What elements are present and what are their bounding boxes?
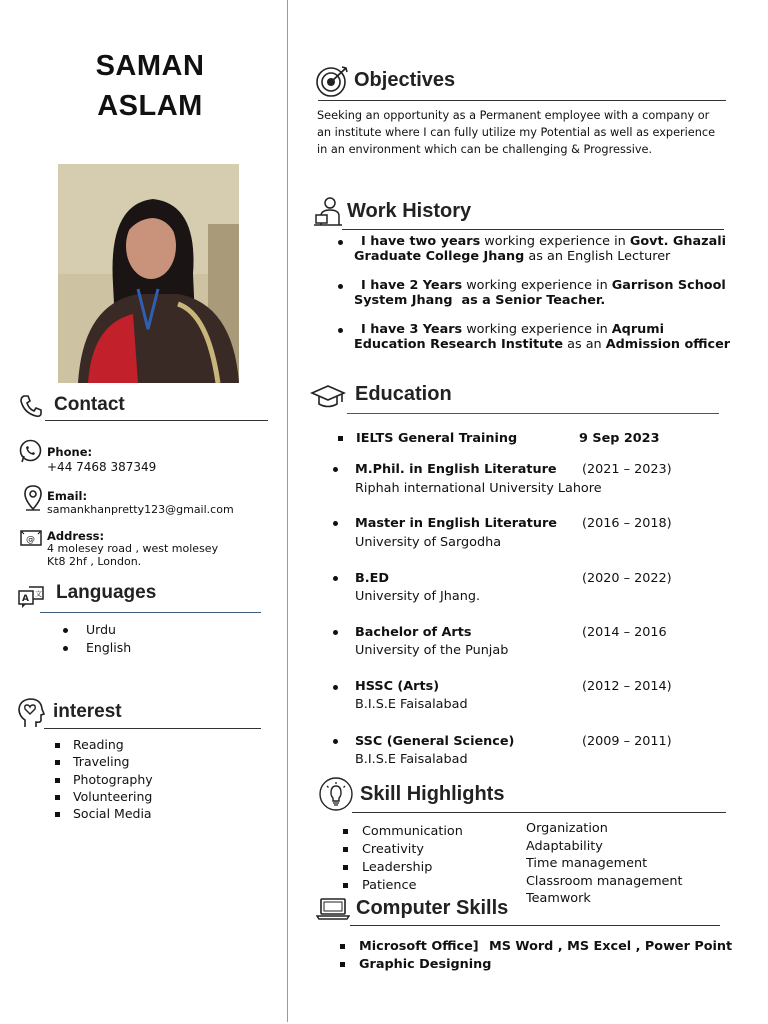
skills-rule	[352, 812, 726, 813]
language-item: English	[86, 640, 132, 655]
address-line1: 4 molesey road , west molesey	[47, 542, 219, 555]
ielts-title: IELTS General Training	[356, 431, 518, 446]
computer-heading: Computer Skills	[356, 897, 509, 919]
edu-school: B.I.S.E Faisalabad	[355, 697, 468, 712]
objectives-line: an institute where I can fully utilize my Potential as well as experience	[317, 126, 716, 139]
email-icon	[19, 528, 43, 553]
work-item-line: System Jhang as a Senior Teacher.	[354, 293, 606, 308]
skill-item: Time management	[526, 856, 648, 871]
list-bullet	[343, 883, 348, 888]
list-bullet	[343, 829, 348, 834]
svg-text:@: @	[26, 535, 35, 545]
list-bullet	[55, 760, 60, 765]
objectives-line: Seeking an opportunity as a Permanent employee with a company or	[317, 109, 710, 122]
interest-heading: interest	[53, 701, 122, 722]
edu-degree: Bachelor of Arts	[355, 625, 472, 640]
computer-item-detail: MS Word , MS Excel , Power Point	[489, 939, 733, 954]
skill-item: Leadership	[362, 860, 433, 875]
language-item: Urdu	[86, 622, 116, 637]
edu-school: University of Jhang.	[355, 589, 481, 604]
list-bullet	[55, 795, 60, 800]
skill-item: Organization	[526, 821, 608, 836]
list-bullet	[333, 521, 338, 526]
list-bullet	[55, 812, 60, 817]
work-item-line: Education Research Institute as an Admission officer	[354, 337, 731, 352]
work-item-line: I have two years working experience in Govt. Ghazali	[361, 234, 727, 249]
head-heart-icon	[16, 697, 46, 734]
education-rule	[347, 413, 719, 414]
edu-school: B.I.S.E Faisalabad	[355, 752, 468, 767]
email-label: Email:	[47, 489, 88, 503]
skill-item: Creativity	[362, 842, 424, 857]
list-bullet	[333, 467, 338, 472]
interest-rule	[44, 728, 261, 729]
edu-degree: M.Phil. in English Literature	[355, 462, 557, 477]
svg-text:文: 文	[35, 590, 42, 598]
list-bullet	[338, 240, 343, 245]
interest-item: Reading	[73, 737, 124, 752]
contact-heading: Contact	[54, 394, 125, 415]
address-line2: Kt8 2hf , London.	[47, 555, 142, 568]
languages-rule	[40, 612, 261, 613]
edu-years: (2009 – 2011)	[582, 734, 672, 749]
list-bullet	[343, 847, 348, 852]
whatsapp-icon	[17, 438, 44, 470]
edu-degree: Master in English Literature	[355, 516, 557, 531]
list-bullet	[343, 865, 348, 870]
target-icon	[315, 64, 351, 103]
interest-item: Social Media	[73, 806, 152, 821]
address-label: Address:	[47, 529, 105, 543]
education-heading: Education	[355, 383, 452, 405]
list-bullet	[338, 328, 343, 333]
laptop-icon	[316, 896, 350, 925]
work-heading: Work History	[347, 200, 472, 222]
edu-degree: SSC (General Science)	[355, 734, 515, 749]
edu-years: (2012 – 2014)	[582, 679, 672, 694]
list-bullet	[63, 646, 68, 651]
list-bullet	[333, 576, 338, 581]
skill-item: Classroom management	[526, 874, 683, 889]
work-item-line: Graduate College Jhang as an English Lecturer	[354, 249, 671, 264]
name-first: SAMAN	[95, 50, 205, 82]
objectives-rule	[318, 100, 726, 101]
list-bullet	[338, 284, 343, 289]
edu-years: (2021 – 2023)	[582, 462, 672, 477]
list-bullet	[340, 944, 345, 949]
edu-school: University of Sargodha	[355, 535, 502, 550]
ielts-date: 9 Sep 2023	[579, 431, 660, 446]
phone-value[interactable]: +44 7468 387349	[47, 460, 157, 474]
worker-icon	[313, 195, 343, 232]
phone-label: Phone:	[47, 445, 93, 459]
work-item-line: I have 3 Years working experience in Aqrumi	[361, 322, 664, 337]
computer-item: Graphic Designing	[359, 957, 492, 972]
edu-years: (2016 – 2018)	[582, 516, 672, 531]
lightbulb-icon	[317, 777, 355, 816]
edu-years: (2020 – 2022)	[582, 571, 672, 586]
list-bullet	[55, 743, 60, 748]
list-bullet	[55, 778, 60, 783]
skill-item: Communication	[362, 824, 463, 839]
name-last: ASLAM	[97, 90, 203, 122]
work-rule	[342, 229, 724, 230]
graduation-cap-icon	[310, 383, 346, 416]
edu-school: Riphah international University Lahore	[355, 481, 602, 496]
profile-photo	[58, 164, 239, 383]
edu-years: (2014 – 2016	[582, 625, 667, 640]
list-bullet	[333, 685, 338, 690]
skill-item: Patience	[362, 878, 417, 893]
list-bullet	[338, 436, 343, 441]
skills-heading: Skill Highlights	[360, 783, 505, 805]
edu-degree: B.ED	[355, 571, 389, 586]
phone-icon	[18, 393, 44, 424]
column-divider	[287, 0, 288, 1022]
computer-rule	[350, 925, 720, 926]
interest-item: Volunteering	[73, 789, 153, 804]
edu-school: University of the Punjab	[355, 643, 509, 658]
location-icon	[22, 484, 44, 517]
computer-item: Microsoft Office]	[359, 939, 479, 954]
languages-heading: Languages	[56, 582, 157, 603]
list-bullet	[333, 739, 338, 744]
email-value[interactable]: samankhanpretty123@gmail.com	[47, 503, 234, 516]
edu-degree: HSSC (Arts)	[355, 679, 440, 694]
objectives-heading: Objectives	[354, 69, 456, 91]
interest-item: Traveling	[73, 754, 130, 769]
objectives-line: in an environment which can be challenging & Progressive.	[317, 143, 653, 156]
list-bullet	[333, 630, 338, 635]
list-bullet	[340, 962, 345, 967]
skill-item: Teamwork	[526, 891, 591, 906]
svg-text:A: A	[22, 594, 29, 604]
interest-item: Photography	[73, 772, 153, 787]
skill-item: Adaptability	[526, 839, 603, 854]
work-item-line: I have 2 Years working experience in Garrison School	[361, 278, 726, 293]
contact-rule	[45, 420, 268, 421]
list-bullet	[63, 628, 68, 633]
translate-icon	[17, 585, 45, 614]
